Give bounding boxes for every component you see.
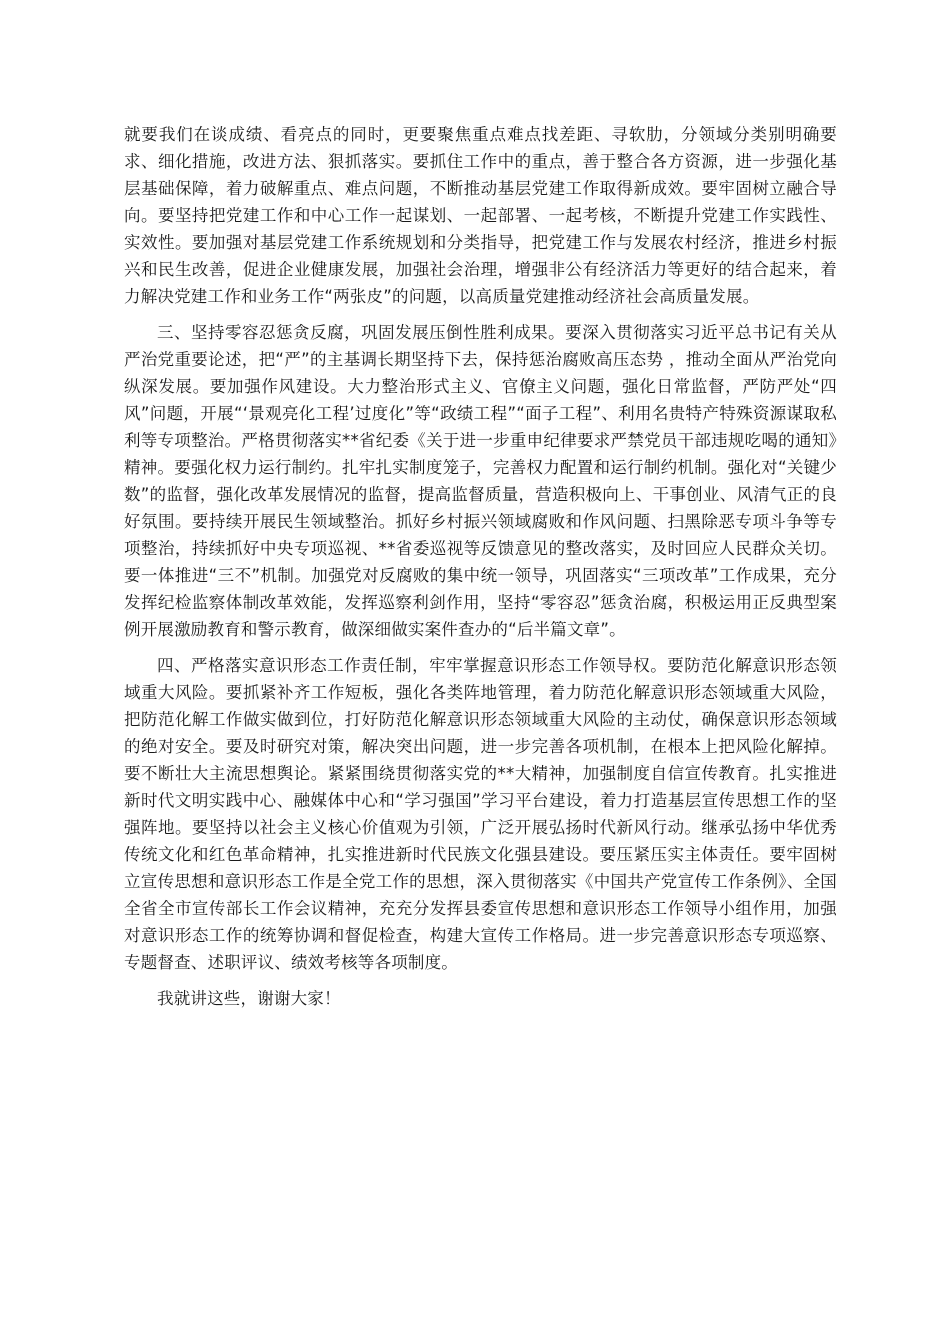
paragraph-closing: 我就讲这些，谢谢大家！ bbox=[157, 989, 341, 1008]
paragraph-section-four: 四、严格落实意识形态工作责任制，牢牢掌握意识形态工作领导权。要防范化解意识形态领域重大风险。要抓紧补齐工作短板，强化各类阵地管理，着力防范化解意识形态领域重大风险，把防范化解工作做实做到位，打好防范化解意识形态领域重大风险的主动仗，确保意识形态领域的绝对安全。要及时研究对策，解决突出问题，进一步完善各项机制，在根本上把风险化解掉。要不断壮大主流思想舆论。紧紧围绕贯彻落实党的**大精神，加强制度自信宣传教育。扎实推进新时代文明实践中心、融媒体中心和“学习强国”学习平台建设，着力打造基层宣传思想工作的坚强阵地。要坚持以社会主义核心价值观为引领，广泛开展弘扬时代新风行动。继承弘扬中华优秀传统文化和红色革命精神，扎实推进新时代民族文化强县建设。要压紧压实主体责任。要牢固树立宣传思想和意识形态工作是全党工作的思想，深入贯彻落实《中国共产党宣传工作条例》、全国全省全市宣传部长工作会议精神，充充分发挥县委宣传思想和意识形态工作领导小组作用，加强对意识形态工作的统筹协调和督促检查，构建大宣传工作格局。进一步完善意识形态专项巡察、专题督查、述职评议、绩效考核等各项制度。 bbox=[124, 656, 837, 972]
paragraph-section-three: 三、坚持零容忍惩贪反腐，巩固发展压倒性胜利成果。要深入贯彻落实习近平总书记有关从严治党重要论述，把“严”的主基调长期坚持下去，保持惩治腐败高压态势 ，推动全面从严治党向纵深发展。要加强作风建设。大力整治形式主义、官僚主义问题，强化日常监督，严防严处“四风”问题，开展“‘景观亮化工程’过度化”等“政绩工程”“面子工程”、利用名贵特产特殊资源谋取私利等专项整治。严格贯彻落实**省纪委《关于进一步重申纪律要求严禁党员干部违规吃喝的通知》精神。要强化权力运行制约。扎牢扎实制度笼子，完善权力配置和运行制约机制。强化对“关键少数”的监督，强化改革发展情况的监督，提高监督质量，营造积极向上、干事创业、风清气正的良好氛围。要持续开展民生领域整治。抓好乡村振兴领域腐败和作风问题、扫黑除恶专项斗争等专项整治，持续抓好中央专项巡视、**省委巡视等反馈意见的整改落实，及时回应人民群众关切。要一体推进“三不”机制。加强党对反腐败的集中统一领导，巩固落实“三项改革”工作成果，充分发挥纪检监察体制改革效能，发挥巡察利剑作用，坚持“零容忍”惩贪治腐，积极运用正反典型案例开展激励教育和警示教育，做深细做实案件查办的“后半篇文章”。 bbox=[124, 323, 837, 639]
document-body bbox=[124, 121, 837, 1021]
paragraph-continuation: 就要我们在谈成绩、看亮点的同时，更要聚焦重点难点找差距、寻软肋，分领域分类别明确要求、细化措施，改进方法、狠抓落实。要抓住工作中的重点，善于整合各方资源，进一步强化基层基础保障，着力破解重点、难点问题，不断推动基层党建工作取得新成效。要牢固树立融合导向。要坚持把党建工作和中心工作一起谋划、一起部署、一起考核，不断提升党建工作实践性、实效性。要加强对基层党建工作系统规划和分类指导，把党建工作与发展农村经济，推进乡村振兴和民生改善，促进企业健康发展，加强社会治理，增强非公有经济活力等更好的结合起来，着力解决党建工作和业务工作“两张皮”的问题，以高质量党建推动经济社会高质量发展。 bbox=[124, 125, 837, 306]
